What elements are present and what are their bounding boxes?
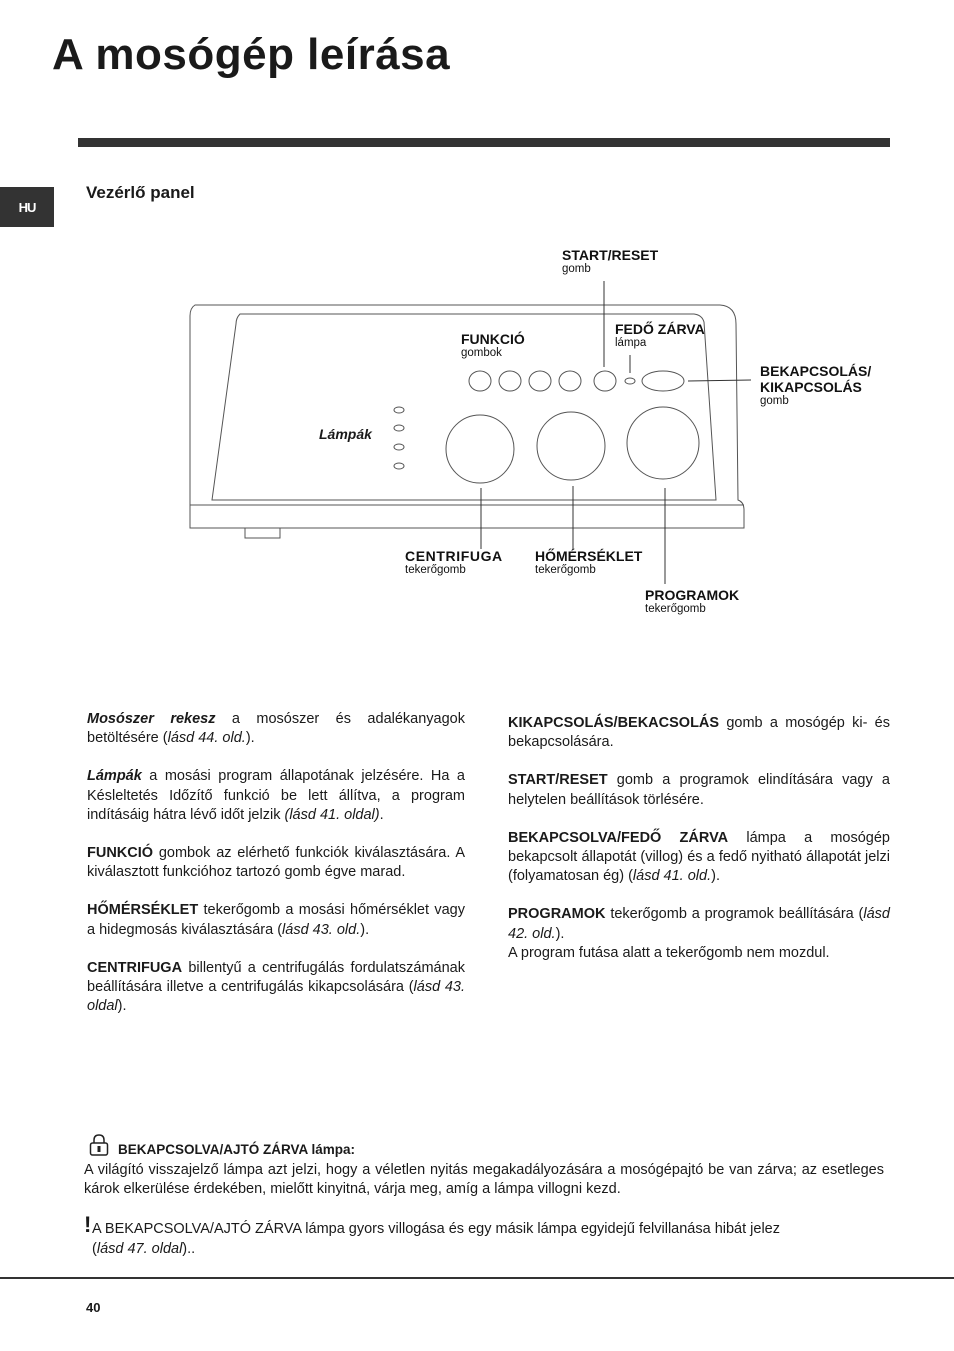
paragraph-lid-locked: BEKAPCSOLVA/FEDŐ ZÁRVA lámpa a mosógép bekapcsolt állapotát (villog) és a fedő nyitható állapotát jelzi (folyamatosan ég) (lásd 41. old.). xyxy=(508,829,890,885)
on-off-sub: gomb xyxy=(760,395,789,407)
term: BEKAPCSOLVA/FEDŐ ZÁRVA xyxy=(508,829,729,846)
start-reset-button xyxy=(594,371,616,391)
on-off-label-line1: BEKAPCSOLÁS/ xyxy=(760,363,872,379)
start-reset-callout xyxy=(562,247,658,276)
paragraph-detergent: Mosószer rekesz a mosószer és adalékanyagok betöltésére (lásd 44. old.). xyxy=(87,711,465,747)
lock-icon xyxy=(88,1133,110,1157)
section-title: Vezérlő panel xyxy=(86,183,195,202)
page-title: A mosógép leírása xyxy=(52,30,451,79)
function-sub: gombok xyxy=(461,347,502,359)
paragraph-programs: PROGRAMOK tekerőgomb a programok beállítására (lásd 42. old.). A program futása alatt a tekerőgomb nem mozdul. xyxy=(508,906,890,961)
on-off-label-line2: KIKAPCSOLÁS xyxy=(760,379,862,395)
spin-label: CENTRIFUGA xyxy=(405,548,503,564)
term: START/RESET xyxy=(508,772,608,789)
status-lamp-1 xyxy=(394,407,404,413)
lamps-label: Lámpák xyxy=(319,426,372,442)
left-column xyxy=(87,710,465,1035)
footer-rule xyxy=(0,1277,954,1279)
function-button-4 xyxy=(559,371,581,391)
warning-note: A BEKAPCSOLVA/AJTÓ ZÁRVA lámpa gyors villogása és egy másik lámpa egyidejű felvillanása hibát jelez (lásd 47. oldal).. xyxy=(92,1221,780,1257)
function-button-1 xyxy=(469,371,491,391)
start-reset-label: START/RESET xyxy=(562,247,659,263)
temperature-callout xyxy=(535,548,642,577)
function-callout xyxy=(461,331,525,360)
program-sub: tekerőgomb xyxy=(645,603,706,615)
term: KIKAPCSOLÁS/BEKACSOLÁS xyxy=(508,715,720,731)
language-tab: HU xyxy=(0,187,54,227)
paragraph-function: FUNKCIÓ gombok az elérhető funkciók kiválasztására. A kiválasztott funkcióhoz tartozó gomb égve marad. xyxy=(87,845,465,881)
page-number: 40 xyxy=(86,1300,101,1315)
leader-on-off xyxy=(688,380,751,381)
temperature-knob xyxy=(537,412,605,480)
term: FUNKCIÓ xyxy=(87,845,154,862)
function-label: FUNKCIÓ xyxy=(461,331,525,347)
temperature-label: HŐMÉRSÉKLET xyxy=(535,548,643,564)
paragraph-on-off: KIKAPCSOLÁS/BEKACSOLÁS gomb a mosógép ki- és bekapcsolására. xyxy=(508,715,890,751)
program-callout xyxy=(645,587,739,616)
paragraph-lamps: Lámpák a mosási program állapotának jelzésére. Ha a Késleltetés Időzítő funkció be lett állítva, a program indításáig hátra lévő időt jelzik (lásd 41. oldal). xyxy=(87,768,465,823)
term: Mosószer rekesz xyxy=(87,711,216,727)
spin-callout xyxy=(405,548,503,577)
paragraph-spin: CENTRIFUGA billentyű a centrifugálás fordulatszámának beállítására illetve a centrifugálás kikapcsolására (lásd 43. oldal). xyxy=(87,959,465,1015)
right-column xyxy=(508,714,890,982)
spin-knob xyxy=(446,415,514,483)
warning-icon: ! xyxy=(84,1212,92,1237)
spin-sub: tekerőgomb xyxy=(405,564,466,576)
term: PROGRAMOK xyxy=(508,906,606,923)
warning-ref: lásd 47. oldal xyxy=(96,1241,183,1257)
temperature-sub: tekerőgomb xyxy=(535,564,596,576)
on-off-callout xyxy=(760,363,871,408)
on-off-button xyxy=(642,371,684,391)
status-lamp-3 xyxy=(394,444,404,450)
start-reset-sub: gomb xyxy=(562,263,591,275)
lid-locked-lamp xyxy=(625,378,635,384)
lock-note-text: A világító visszajelző lámpa azt jelzi, hogy a véletlen nyitás megakadályozására a mosógépajtó be van zárva; az esetleges károk elkerülése érdekében, mielőtt kinyitná, várja meg, amíg a lámpa villogni kezd. xyxy=(84,1162,884,1197)
paragraph-temperature: HŐMÉRSÉKLET tekerőgomb a mosási hőmérséklet vagy a hidegmosás kiválasztására (lásd 43. old.). xyxy=(87,902,465,938)
lid-locked-sub: lámpa xyxy=(615,337,647,349)
function-button-2 xyxy=(499,371,521,391)
lid-locked-callout xyxy=(615,321,705,350)
function-button-3 xyxy=(529,371,551,391)
term: CENTRIFUGA xyxy=(87,959,183,976)
status-lamp-2 xyxy=(394,425,404,431)
program-label: PROGRAMOK xyxy=(645,587,740,603)
program-knob xyxy=(627,407,699,479)
term: HŐMÉRSÉKLET xyxy=(87,902,199,919)
lock-note-heading: BEKAPCSOLVA/AJTÓ ZÁRVA lámpa: xyxy=(118,1142,356,1157)
term: Lámpák xyxy=(87,768,142,785)
lid-locked-label: FEDŐ ZÁRVA xyxy=(615,321,705,337)
warning-text: A BEKAPCSOLVA/AJTÓ ZÁRVA lámpa gyors villogása és egy másik lámpa egyidejű felvillanása hibát jelez xyxy=(92,1221,780,1237)
status-lamp-4 xyxy=(394,463,404,469)
panel-base-tab xyxy=(245,528,280,538)
paragraph-start-reset: START/RESET gomb a programok elindítására vagy a helytelen beállítások törlésére. xyxy=(508,772,890,808)
